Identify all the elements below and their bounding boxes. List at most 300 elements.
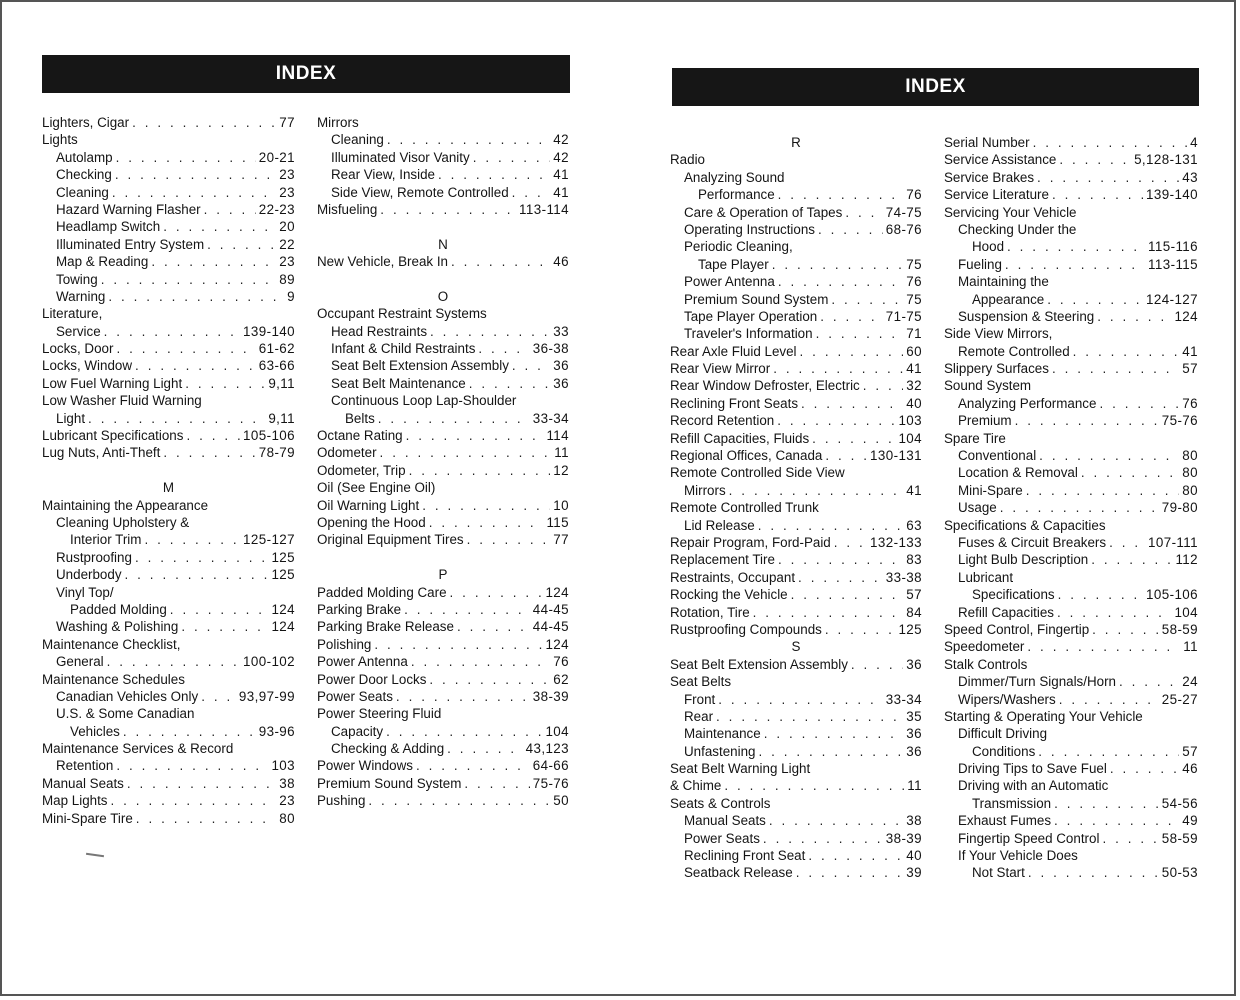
index-entry: [670, 151, 922, 168]
index-entry: [42, 688, 295, 705]
dot-leader: [1099, 395, 1179, 412]
dot-leader: [812, 430, 895, 447]
index-entry: [944, 482, 1198, 499]
index-letter-heading: [42, 479, 295, 496]
entry-term: Lights: [42, 132, 78, 148]
entry-page-ref: 63: [906, 517, 922, 533]
entry-term: Towing: [56, 271, 98, 287]
index-entry: [670, 517, 922, 534]
index-entry: [317, 184, 569, 201]
dot-leader: [429, 514, 544, 531]
entry-term: Low Washer Fluid Warning: [42, 393, 202, 409]
entry-term: Polishing: [317, 636, 372, 652]
dot-leader: [404, 601, 530, 618]
entry-term: Stalk Controls: [944, 656, 1028, 672]
entry-term: Seat Belt Warning Light: [670, 761, 811, 777]
index-entry: [670, 656, 922, 673]
index-entry: [42, 410, 295, 427]
entry-page-ref: 38: [279, 775, 295, 791]
dot-leader: [378, 410, 530, 427]
dot-leader: [473, 149, 551, 166]
dot-leader: [825, 447, 867, 464]
entry-term: Parking Brake: [317, 601, 402, 617]
entry-term: Power Windows: [317, 758, 413, 774]
index-letter-heading: [670, 638, 922, 655]
spacer: [317, 549, 569, 566]
dot-leader: [116, 149, 256, 166]
entry-term: Map Lights: [42, 793, 108, 809]
index-entry: [317, 479, 569, 496]
dot-leader: [798, 569, 883, 586]
entry-page-ref: 77: [553, 532, 569, 548]
dot-leader: [1007, 238, 1145, 255]
entry-page-ref: 40: [906, 395, 922, 411]
entry-page-ref: 61-62: [258, 341, 295, 357]
page-smudge-mark: [86, 853, 104, 857]
letter-label: N: [438, 236, 448, 252]
entry-page-ref: 125-127: [243, 532, 295, 548]
entry-term: Sound System: [944, 378, 1032, 394]
index-entry: [670, 551, 922, 568]
entry-term: Rocking the Vehicle: [670, 587, 788, 603]
dot-leader: [386, 723, 542, 740]
dot-leader: [469, 375, 551, 392]
entry-page-ref: 20-21: [258, 149, 295, 165]
entry-term: Oil (See Engine Oil): [317, 480, 436, 496]
entry-page-ref: 44-45: [532, 601, 569, 617]
dot-leader: [834, 534, 867, 551]
dot-leader: [512, 357, 550, 374]
dot-leader: [763, 830, 883, 847]
index-letter-heading: [670, 134, 922, 151]
entry-term: Cleaning Upholstery &: [56, 514, 190, 530]
entry-term: Mini-Spare Tire: [42, 810, 133, 826]
entry-term: Premium Sound System: [317, 775, 462, 791]
index-entry: [944, 273, 1198, 290]
entry-term: Maintaining the Appearance: [42, 497, 209, 513]
entry-term: Maintenance Schedules: [42, 671, 185, 687]
entry-term: Fueling: [958, 256, 1002, 272]
entry-page-ref: 36: [906, 656, 922, 672]
entry-term: Dimmer/Turn Signals/Horn: [958, 674, 1116, 690]
index-letter-heading: [317, 236, 569, 253]
index-entry: [42, 705, 295, 722]
entry-page-ref: 68-76: [885, 221, 922, 237]
entry-page-ref: 76: [553, 654, 569, 670]
index-entry: [42, 497, 295, 514]
entry-term: Head Restraints: [331, 323, 428, 339]
index-entry: [944, 691, 1198, 708]
entry-page-ref: 33-34: [532, 410, 569, 426]
entry-term: Mini-Spare: [958, 482, 1023, 498]
index-entry: [42, 149, 295, 166]
entry-page-ref: 80: [1182, 482, 1198, 498]
entry-page-ref: 9,11: [268, 410, 295, 426]
dot-leader: [1052, 186, 1143, 203]
entry-term: Odometer, Trip: [317, 462, 406, 478]
dot-leader: [125, 566, 269, 583]
dot-leader: [1054, 812, 1179, 829]
entry-term: Rear Axle Fluid Level: [670, 343, 797, 359]
spacer: [42, 462, 295, 479]
index-entry: [42, 253, 295, 270]
entry-page-ref: 33-38: [885, 569, 922, 585]
entry-page-ref: 58-59: [1161, 830, 1198, 846]
index-entry: [317, 531, 569, 548]
dot-leader: [447, 740, 522, 757]
entry-page-ref: 76: [906, 274, 922, 290]
index-entry: [944, 777, 1198, 794]
index-entry: [670, 795, 922, 812]
entry-term: Rustproofing: [56, 549, 132, 565]
index-entry: [670, 830, 922, 847]
entry-term: Oil Warning Light: [317, 497, 420, 513]
entry-term: Canadian Vehicles Only: [56, 688, 199, 704]
entry-page-ref: 113-115: [1148, 256, 1198, 272]
dot-leader: [753, 604, 904, 621]
index-entry: [944, 343, 1198, 360]
dot-leader: [716, 708, 903, 725]
index-entry: [42, 218, 295, 235]
index-entry: [944, 447, 1198, 464]
index-entry: [944, 864, 1198, 881]
index-entry: [670, 760, 922, 777]
entry-term: Hood: [972, 239, 1005, 255]
entry-page-ref: 22: [279, 236, 295, 252]
entry-page-ref: 33-34: [885, 691, 922, 707]
entry-term: Reclining Front Seat: [684, 848, 806, 864]
entry-page-ref: 25-27: [1161, 691, 1198, 707]
entry-term: Unfastening: [684, 743, 756, 759]
index-entry: [42, 323, 295, 340]
dot-leader: [104, 323, 240, 340]
index-entry: [670, 621, 922, 638]
dot-leader: [396, 688, 530, 705]
entry-term: Headlamp Switch: [56, 219, 161, 235]
entry-page-ref: 105-106: [243, 428, 295, 444]
index-entry: [944, 430, 1198, 447]
index-entry: [42, 166, 295, 183]
dot-leader: [778, 186, 904, 203]
dot-leader: [186, 427, 240, 444]
entry-term: Manual Seats: [42, 775, 124, 791]
entry-term: Underbody: [56, 567, 122, 583]
dot-leader: [845, 204, 882, 221]
letter-label: S: [791, 639, 801, 655]
dot-leader: [1073, 343, 1180, 360]
entry-page-ref: 103: [271, 758, 295, 774]
dot-leader: [825, 621, 896, 638]
entry-term: U.S. & Some Canadian: [56, 706, 195, 722]
dot-leader: [170, 601, 269, 618]
entry-page-ref: 77: [279, 115, 295, 130]
index-entry: [670, 864, 922, 881]
index-entry: [944, 256, 1198, 273]
entry-page-ref: 76: [1182, 395, 1198, 411]
entry-page-ref: 74-75: [885, 204, 922, 220]
entry-term: Belts: [345, 410, 375, 426]
dot-leader: [1110, 760, 1179, 777]
entry-term: Location & Removal: [958, 465, 1078, 481]
dot-leader: [430, 323, 550, 340]
index-entry: [317, 584, 569, 601]
entry-term: Mirrors: [317, 115, 359, 130]
entry-page-ref: 79-80: [1161, 500, 1198, 516]
index-entry: [42, 792, 295, 809]
dot-leader: [201, 688, 236, 705]
dot-leader: [151, 253, 276, 270]
index-entry: [317, 792, 569, 809]
dot-leader: [1005, 256, 1145, 273]
entry-term: Parking Brake Release: [317, 619, 454, 635]
entry-term: Vinyl Top/: [56, 584, 114, 600]
entry-page-ref: 39: [906, 865, 922, 881]
entry-page-ref: 4: [1190, 135, 1198, 150]
dot-leader: [1058, 586, 1143, 603]
index-entry: [670, 777, 922, 794]
entry-term: Refill Capacities: [958, 604, 1055, 620]
dot-leader: [135, 549, 269, 566]
entry-term: Premium: [958, 413, 1012, 429]
index-entry: [670, 377, 922, 394]
entry-term: Padded Molding: [70, 601, 167, 617]
entry-page-ref: 105-106: [1146, 587, 1198, 603]
entry-term: Original Equipment Tires: [317, 532, 464, 548]
entry-term: Driving with an Automatic: [958, 778, 1109, 794]
dot-leader: [387, 131, 550, 148]
dot-leader: [1033, 134, 1188, 151]
entry-page-ref: 83: [906, 552, 922, 568]
entry-term: Checking: [56, 167, 112, 183]
entry-page-ref: 5,128-131: [1134, 152, 1198, 168]
index-entry: [670, 708, 922, 725]
entry-term: Exhaust Fumes: [958, 813, 1052, 829]
index-entry: [944, 569, 1198, 586]
letter-label: M: [162, 480, 175, 496]
index-entry: [670, 812, 922, 829]
dot-leader: [116, 340, 255, 357]
index-entry: [944, 673, 1198, 690]
entry-term: Transmission: [972, 795, 1052, 811]
entry-term: Rear View, Inside: [331, 167, 435, 183]
entry-term: Speed Control, Fingertip: [944, 621, 1090, 637]
entry-term: Not Start: [972, 865, 1025, 881]
entry-page-ref: 36: [906, 743, 922, 759]
entry-term: Literature,: [42, 306, 103, 322]
entry-term: Analyzing Sound: [684, 169, 785, 185]
entry-term: Odometer: [317, 445, 377, 461]
dot-leader: [101, 271, 277, 288]
letter-label: O: [437, 288, 449, 304]
index-entry: [944, 604, 1198, 621]
index-entry: [42, 271, 295, 288]
entry-term: Locks, Door: [42, 341, 114, 357]
dot-leader: [1039, 447, 1179, 464]
index-entry: [317, 131, 569, 148]
entry-page-ref: 38: [906, 813, 922, 829]
index-entry: [42, 740, 295, 757]
index-entry: [670, 691, 922, 708]
entry-page-ref: 23: [279, 167, 295, 183]
entry-term: Rear View Mirror: [670, 361, 771, 377]
dot-leader: [136, 810, 277, 827]
entry-term: Side View Mirrors,: [944, 326, 1053, 342]
index-entry: [944, 708, 1198, 725]
entry-term: Reclining Front Seats: [670, 395, 799, 411]
dot-leader: [1057, 604, 1171, 621]
index-entry: [670, 464, 922, 481]
dot-leader: [181, 618, 268, 635]
entry-page-ref: 139-140: [243, 323, 295, 339]
index-entry: [670, 430, 922, 447]
entry-term: Cleaning: [56, 184, 109, 200]
entry-page-ref: 80: [1182, 465, 1198, 481]
index-entry: [317, 671, 569, 688]
spacer: [317, 218, 569, 235]
dot-leader: [411, 653, 550, 670]
index-entry: [42, 723, 295, 740]
entry-term: Occupant Restraint Systems: [317, 306, 487, 322]
entry-page-ref: 104: [898, 430, 922, 446]
dot-leader: [429, 671, 550, 688]
dot-leader: [778, 273, 903, 290]
entry-page-ref: 9,11: [268, 375, 295, 391]
dot-leader: [1038, 743, 1179, 760]
entry-term: Usage: [958, 500, 997, 516]
entry-page-ref: 11: [554, 445, 569, 461]
entry-term: Specifications: [972, 587, 1055, 603]
entry-page-ref: 57: [906, 587, 922, 603]
index-entry: [670, 291, 922, 308]
entry-page-ref: 93,97-99: [238, 688, 295, 704]
entry-term: Power Steering Fluid: [317, 706, 442, 722]
dot-leader: [406, 427, 544, 444]
entry-term: Service: [56, 323, 101, 339]
entry-page-ref: 36: [906, 726, 922, 742]
entry-term: Pushing: [317, 793, 366, 809]
entry-term: Interior Trim: [70, 532, 142, 548]
entry-page-ref: 41: [906, 482, 922, 498]
entry-term: Repair Program, Ford-Paid: [670, 534, 831, 550]
index-entry: [944, 308, 1198, 325]
dot-leader: [512, 184, 551, 201]
index-entry: [317, 340, 569, 357]
entry-page-ref: 112: [1175, 552, 1198, 568]
index-entry: [42, 775, 295, 792]
index-entry: [42, 810, 295, 827]
entry-page-ref: 124-127: [1146, 291, 1198, 307]
index-entry: [670, 482, 922, 499]
entry-page-ref: 103: [898, 413, 922, 429]
index-entry: [42, 618, 295, 635]
index-column-2: [317, 114, 569, 810]
index-entry: [944, 204, 1198, 221]
entry-term: Seatback Release: [684, 865, 793, 881]
entry-page-ref: 49: [1182, 813, 1198, 829]
dot-leader: [816, 325, 904, 342]
index-entry: [42, 566, 295, 583]
entry-term: Servicing Your Vehicle: [944, 204, 1077, 220]
dot-leader: [478, 340, 529, 357]
dot-leader: [718, 691, 882, 708]
index-letter-heading: [317, 288, 569, 305]
entry-page-ref: 36: [553, 375, 569, 391]
entry-term: Operating Instructions: [684, 221, 815, 237]
entry-term: If Your Vehicle Does: [958, 848, 1078, 864]
index-entry: [317, 653, 569, 670]
entry-page-ref: 33: [553, 323, 569, 339]
entry-term: Octane Rating: [317, 428, 403, 444]
entry-term: Retention: [56, 758, 114, 774]
index-entry: [42, 601, 295, 618]
entry-term: Slippery Surfaces: [944, 361, 1049, 377]
entry-term: Manual Seats: [684, 813, 766, 829]
entry-term: Service Literature: [944, 187, 1049, 203]
dot-leader: [464, 775, 529, 792]
dot-leader: [851, 656, 903, 673]
entry-page-ref: 89: [279, 271, 295, 287]
dot-leader: [1092, 621, 1159, 638]
index-entry: [670, 586, 922, 603]
dot-leader: [111, 792, 277, 809]
entry-page-ref: 130-131: [870, 448, 922, 464]
spacer: [317, 271, 569, 288]
dot-leader: [1059, 691, 1159, 708]
entry-term: Seat Belt Extension Assembly: [670, 656, 848, 672]
index-entry: [42, 653, 295, 670]
index-entry: [317, 201, 569, 218]
index-entry: [670, 221, 922, 238]
entry-page-ref: 124: [271, 619, 295, 635]
entry-page-ref: 75-76: [532, 775, 569, 791]
entry-term: Starting & Operating Your Vehicle: [944, 708, 1143, 724]
entry-page-ref: 115: [546, 514, 569, 530]
dot-leader: [438, 166, 550, 183]
entry-term: Capacity: [331, 723, 384, 739]
entry-term: Illuminated Visor Vanity: [331, 149, 470, 165]
entry-term: Lubricant Specifications: [42, 428, 184, 444]
index-entry: [42, 236, 295, 253]
entry-page-ref: 71: [906, 326, 922, 342]
entry-term: Wipers/Washers: [958, 691, 1056, 707]
entry-term: Service Assistance: [944, 152, 1057, 168]
dot-leader: [108, 288, 284, 305]
entry-term: Cleaning: [331, 132, 384, 148]
index-entry: [944, 151, 1198, 168]
index-entry: [944, 517, 1198, 534]
index-entry: [42, 288, 295, 305]
index-entry: [317, 392, 569, 409]
dot-leader: [769, 812, 903, 829]
entry-page-ref: 62: [553, 671, 569, 687]
dot-leader: [115, 166, 276, 183]
index-entry: [944, 186, 1198, 203]
entry-page-ref: 114: [546, 428, 569, 444]
entry-page-ref: 84: [906, 604, 922, 620]
entry-page-ref: 58-59: [1161, 621, 1198, 637]
dot-leader: [112, 184, 276, 201]
dot-leader: [1119, 673, 1179, 690]
entry-term: Traveler's Information: [684, 326, 813, 342]
entry-term: Seats & Controls: [670, 795, 771, 811]
entry-term: Checking Under the: [958, 221, 1077, 237]
entry-page-ref: 44-45: [532, 619, 569, 635]
dot-leader: [1047, 291, 1143, 308]
entry-term: Maintenance Services & Record: [42, 741, 234, 757]
index-entry: [42, 549, 295, 566]
index-entry: [670, 569, 922, 586]
entry-term: Conditions: [972, 743, 1036, 759]
